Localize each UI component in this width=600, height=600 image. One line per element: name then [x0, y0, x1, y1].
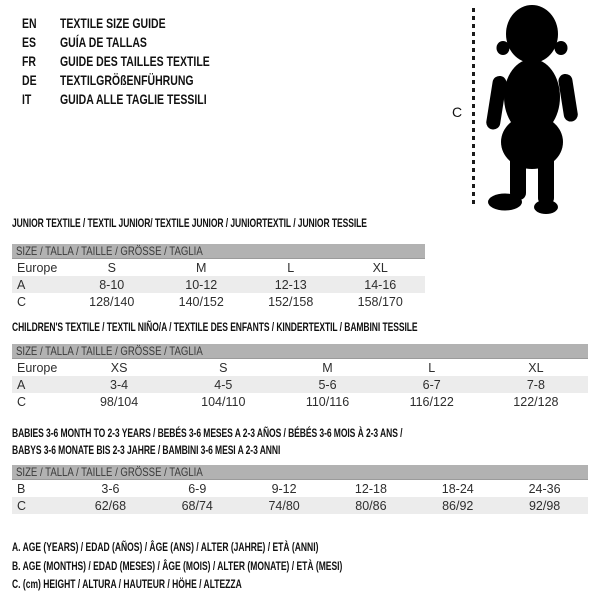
language-label: GUIDA ALLE TAGLIE TESSILI [60, 90, 207, 107]
size-cell: L [428, 360, 436, 375]
height-cell: 80/86 [355, 498, 387, 513]
language-code: ES [22, 33, 37, 50]
height-cell: 74/80 [268, 498, 300, 513]
toddler-silhouette-icon [483, 2, 578, 214]
children-size-table [12, 344, 588, 410]
footnotes [12, 538, 477, 594]
language-label: TEXTILGRÖßENFÜHRUNG [60, 71, 194, 88]
height-cell: 122/128 [513, 394, 559, 409]
size-header-label: SIZE / TALLA / TAILLE / GRÖSSE / TAGLIA [16, 344, 203, 358]
age-cell: 14-16 [364, 277, 397, 292]
age-cell: 18-24 [441, 481, 474, 496]
size-cell: M [322, 360, 333, 375]
junior-size-table [12, 244, 425, 310]
row-label: B [17, 481, 26, 496]
height-cell: 68/74 [181, 498, 213, 513]
table-row [12, 497, 588, 514]
language-code: DE [22, 71, 37, 88]
language-code: FR [22, 52, 37, 69]
table-row [12, 376, 588, 393]
language-row-de [22, 70, 260, 89]
footnote-age-years: A. AGE (YEARS) / EDAD (AÑOS) / ÂGE (ANS) / ALTER (JAHRE) / ETÀ (ANNI) [12, 540, 319, 554]
height-cell: 128/140 [89, 294, 135, 309]
table-row [12, 293, 425, 310]
language-row-it [22, 89, 260, 108]
age-cell: 6-7 [422, 377, 441, 392]
table-row [12, 480, 588, 497]
age-cell: 10-12 [185, 277, 218, 292]
language-row-en [22, 13, 260, 32]
babies-title-line2: BABYS 3-6 MONATE BIS 2-3 JAHRE / BAMBINI 3-6 MESI A 2-3 ANNI [12, 443, 281, 457]
age-cell: 12-18 [354, 481, 387, 496]
row-label: Europe [17, 260, 58, 275]
height-cell: 104/110 [201, 394, 246, 409]
height-measure-dashed-line [472, 8, 475, 207]
size-cell: XS [110, 360, 128, 375]
row-label: Europe [17, 360, 58, 375]
age-cell: 3-6 [101, 481, 120, 496]
language-label: GUÍA DE TALLAS [60, 33, 147, 50]
footnote-height-cm: C. (cm) HEIGHT / ALTURA / HAUTEUR / HÖHE / ALTEZZA [12, 577, 242, 591]
row-label: A [17, 277, 26, 292]
language-label: TEXTILE SIZE GUIDE [60, 14, 166, 31]
age-cell: 24-36 [528, 481, 561, 496]
babies-table-rows [12, 480, 588, 514]
height-cell: 116/122 [409, 394, 454, 409]
size-cell: XL [372, 260, 388, 275]
language-code: IT [22, 90, 32, 107]
age-cell: 5-6 [318, 377, 337, 392]
language-row-fr [22, 51, 260, 70]
height-cell: 110/116 [305, 394, 350, 409]
height-cell: 158/170 [357, 294, 403, 309]
row-label: C [17, 498, 27, 513]
junior-section-title: JUNIOR TEXTILE / TEXTIL JUNIOR/ TEXTILE JUNIOR / JUNIORTEXTIL / JUNIOR TESSILE [12, 216, 367, 230]
row-label: C [17, 394, 27, 409]
babies-title-line1: BABIES 3-6 MONTH TO 2-3 YEARS / BEBÉS 3-6 MESES A 2-3 AÑOS / BÉBÉS 3-6 MOIS À 2-3 ANS / [12, 426, 403, 440]
height-measure-label: C [452, 104, 463, 120]
table-row [12, 359, 588, 376]
babies-section-title [12, 425, 402, 459]
size-header-label: SIZE / TALLA / TAILLE / GRÖSSE / TAGLIA [16, 465, 203, 479]
language-code: EN [22, 14, 37, 31]
age-cell: 7-8 [526, 377, 545, 392]
size-header-bar [12, 344, 588, 359]
row-label: C [17, 294, 27, 309]
babies-size-table [12, 465, 588, 514]
footnote-age-months: B. AGE (MONTHS) / EDAD (MESES) / ÂGE (MOIS) / ALTER (MONATE) / ETÀ (MESI) [12, 558, 343, 573]
size-header-bar [12, 244, 425, 259]
age-cell: 4-5 [214, 377, 233, 392]
size-cell: S [219, 360, 228, 375]
children-section-title: CHILDREN'S TEXTILE / TEXTIL NIÑO/A / TEXTILE DES ENFANTS / KINDERTEXTIL / BAMBINI TESSILE [12, 320, 418, 334]
age-cell: 6-9 [188, 481, 207, 496]
language-label: GUIDE DES TAILLES TEXTILE [60, 52, 210, 69]
table-row [12, 259, 425, 276]
language-row-es [22, 32, 260, 51]
age-cell: 3-4 [110, 377, 129, 392]
row-label: A [17, 377, 26, 392]
height-cell: 98/104 [99, 394, 139, 409]
age-cell: 8-10 [99, 277, 125, 292]
size-cell: M [196, 260, 207, 275]
age-cell: 9-12 [271, 481, 297, 496]
height-cell: 140/152 [178, 294, 224, 309]
junior-table-rows [12, 259, 425, 310]
height-cell: 152/158 [268, 294, 314, 309]
size-cell: XL [528, 360, 544, 375]
size-header-bar [12, 465, 588, 480]
table-row [12, 276, 425, 293]
size-cell: L [287, 260, 295, 275]
children-table-rows [12, 359, 588, 410]
height-cell: 92/98 [528, 498, 561, 513]
size-cell: S [107, 260, 116, 275]
height-cell: 86/92 [442, 498, 474, 513]
age-cell: 12-13 [274, 277, 307, 292]
size-header-label: SIZE / TALLA / TAILLE / GRÖSSE / TAGLIA [16, 244, 203, 258]
height-cell: 62/68 [94, 498, 127, 513]
language-title-list [22, 13, 260, 108]
table-row [12, 393, 588, 410]
